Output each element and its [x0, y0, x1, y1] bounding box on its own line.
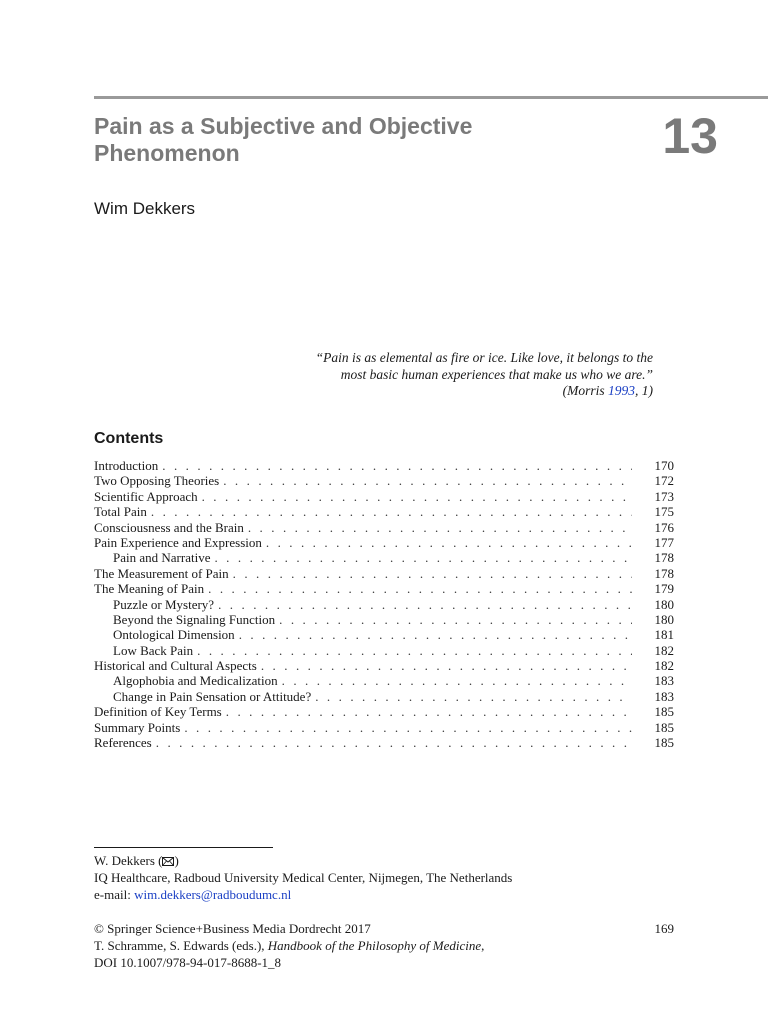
chapter-top-rule [94, 96, 768, 99]
toc-leader [315, 689, 632, 704]
toc-entry-title: Ontological Dimension [113, 627, 235, 643]
chapter-number: 13 [662, 108, 718, 164]
toc-entry-page: 177 [654, 534, 674, 550]
table-of-contents [94, 458, 674, 750]
toc-entry[interactable] [94, 489, 674, 504]
chapter-title-line-2: Phenomenon [94, 140, 240, 166]
toc-leader [233, 566, 632, 581]
toc-leader [223, 473, 632, 488]
footnote-author-line [94, 852, 512, 869]
toc-leader [202, 489, 632, 504]
contents-heading: Contents [94, 430, 164, 447]
toc-leader [248, 520, 632, 535]
toc-leader [156, 735, 632, 750]
toc-leader [279, 612, 632, 627]
toc-entry-title: Two Opposing Theories [94, 473, 220, 489]
toc-leader [184, 720, 632, 735]
toc-entry-title: Introduction [94, 458, 159, 473]
toc-entry-title: Scientific Approach [94, 488, 198, 504]
page-number: 169 [654, 921, 674, 936]
epigraph-line-2: most basic human experiences that make us who we are.” [340, 366, 653, 382]
toc-leader [197, 643, 632, 658]
toc-entry-page: 182 [654, 658, 674, 674]
chapter-title [94, 113, 594, 167]
toc-entry-title: Total Pain [94, 504, 147, 520]
toc-entry-page: 170 [654, 458, 674, 473]
footnote-email-link[interactable]: wim.dekkers@radboudumc.nl [134, 887, 292, 902]
copyright-line: © Springer Science+Business Media Dordrecht 2017 [94, 921, 371, 936]
toc-entry[interactable] [94, 458, 674, 473]
toc-entry-page: 180 [654, 596, 674, 612]
footnote-author-close: ) [174, 853, 179, 868]
author-footnote [94, 852, 512, 903]
toc-entry[interactable] [94, 504, 674, 519]
toc-entry-page: 181 [654, 627, 674, 643]
toc-entry-page: 180 [654, 611, 674, 627]
toc-leader [226, 704, 632, 719]
toc-entry-page: 185 [654, 719, 674, 735]
toc-leader [266, 535, 632, 550]
toc-entry-title: References [94, 735, 152, 751]
toc-leader [239, 627, 632, 642]
toc-leader [214, 550, 632, 565]
epigraph [233, 350, 653, 400]
toc-entry-title: Puzzle or Mystery? [113, 596, 215, 612]
toc-entry-page: 178 [654, 550, 674, 566]
toc-leader [282, 673, 632, 688]
toc-entry[interactable] [94, 658, 674, 673]
toc-entry-page: 183 [654, 673, 674, 689]
epigraph-line-1: “Pain is as elemental as fire or ice. Like love, it belongs to the [315, 350, 653, 365]
toc-subentry[interactable] [94, 643, 674, 658]
chapter-author: Wim Dekkers [94, 199, 196, 218]
toc-entry-title: Summary Points [94, 719, 181, 735]
toc-entry-page: 182 [654, 642, 674, 658]
toc-entry-page: 176 [654, 519, 674, 535]
toc-entry-page: 179 [654, 581, 674, 597]
footnote-email-line [94, 886, 512, 903]
toc-entry-page: 175 [654, 504, 674, 520]
toc-subentry[interactable] [94, 689, 674, 704]
toc-entry-page: 178 [654, 565, 674, 581]
toc-entry-title: The Measurement of Pain [94, 565, 229, 581]
toc-entry-page: 183 [654, 688, 674, 704]
citation-line [94, 937, 484, 954]
toc-entry-title: Pain and Narrative [113, 550, 211, 566]
toc-entry[interactable] [94, 520, 674, 535]
toc-entry-title: Low Back Pain [113, 642, 194, 658]
citation-comma: , [481, 938, 485, 953]
toc-leader [261, 658, 632, 673]
toc-entry-page: 185 [654, 735, 674, 751]
toc-entry-page: 172 [654, 473, 674, 489]
toc-entry[interactable] [94, 735, 674, 750]
envelope-icon [162, 857, 174, 866]
footnote-affiliation: IQ Healthcare, Radboud University Medical Center, Nijmegen, The Netherlands [94, 870, 513, 885]
toc-entry-title: The Meaning of Pain [94, 581, 205, 597]
toc-entry[interactable] [94, 704, 674, 719]
toc-entry-page: 185 [654, 704, 674, 720]
footnote-author: W. Dekkers ( [94, 853, 163, 868]
toc-entry-title: Historical and Cultural Aspects [94, 658, 257, 674]
toc-entry[interactable] [94, 473, 674, 488]
toc-leader [208, 581, 632, 596]
toc-subentry[interactable] [94, 627, 674, 642]
toc-entry-title: Beyond the Signaling Function [113, 611, 276, 627]
citation-year-link[interactable]: 1993 [608, 383, 635, 398]
citation-suffix: , 1) [635, 383, 653, 398]
toc-entry[interactable] [94, 581, 674, 596]
doi-line: DOI 10.1007/978-94-017-8688-1_8 [94, 955, 282, 970]
citation-prefix: (Morris [562, 383, 608, 398]
toc-subentry[interactable] [94, 612, 674, 627]
chapter-title-line-1: Pain as a Subjective and Objective [94, 113, 473, 139]
toc-entry-title: Pain Experience and Expression [94, 534, 262, 550]
footnote-email-label: e-mail: [94, 887, 135, 902]
toc-entry-title: Algophobia and Medicalization [113, 673, 278, 689]
toc-entry[interactable] [94, 720, 674, 735]
toc-entry[interactable] [94, 566, 674, 581]
citation-book-title: Handbook of the Philosophy of Medicine [267, 938, 482, 953]
toc-entry-title: Definition of Key Terms [94, 704, 222, 720]
epigraph-citation [233, 383, 653, 400]
toc-subentry[interactable] [94, 550, 674, 565]
citation-editors: T. Schramme, S. Edwards (eds.), [94, 938, 268, 953]
footnote-rule [94, 847, 273, 848]
toc-leader [162, 458, 632, 473]
toc-subentry[interactable] [94, 673, 674, 688]
toc-leader [151, 504, 632, 519]
publisher-info [94, 920, 484, 971]
toc-entry-title: Consciousness and the Brain [94, 519, 244, 535]
toc-entry[interactable] [94, 535, 674, 550]
toc-entry-title: Change in Pain Sensation or Attitude? [113, 688, 312, 704]
toc-leader [218, 597, 632, 612]
toc-subentry[interactable] [94, 597, 674, 612]
toc-entry-page: 173 [654, 488, 674, 504]
